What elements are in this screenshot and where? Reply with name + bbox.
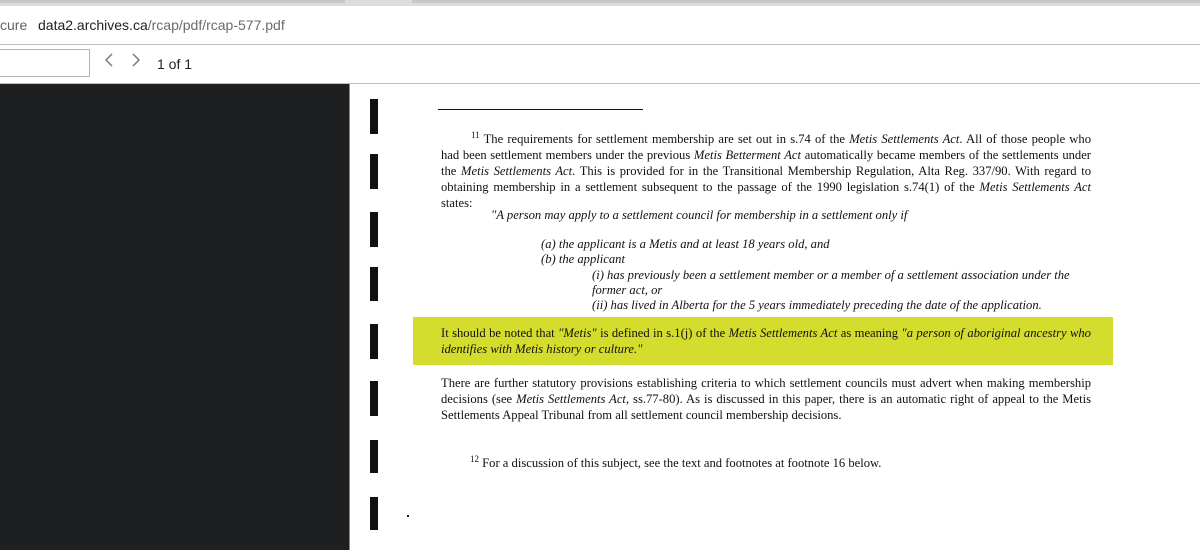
quote-clause-a: (a) the applicant is a Metis and at least 18 years old, and	[541, 237, 830, 251]
quote-clause-b: (b) the applicant	[541, 252, 625, 266]
footnote-12	[470, 454, 881, 471]
security-label[interactable]: cure	[0, 17, 28, 33]
act-title: Metis Settlements Act	[979, 180, 1092, 195]
footnote-text: The requirements for settlement membership are set out in s.74 of the	[479, 132, 850, 147]
scan-margin-mark	[370, 324, 378, 359]
thumbnail-sidebar	[0, 84, 349, 550]
footnote-11	[441, 127, 1091, 211]
footnote-text: For a discussion of this subject, see the text and footnotes at footnote 16 below.	[479, 456, 882, 471]
page-indicator: 1 of 1	[157, 56, 193, 72]
paragraph-text: , ss.77-80). As is discussed in this paper, there is an automatic right of appeal to the Metis Settlements Appeal Tribunal from all settlement council membership decisions.	[441, 392, 1091, 422]
scan-margin-mark	[370, 154, 378, 189]
quote-intro: "A person may apply to a settlement council for membership in a settlement only if	[491, 208, 908, 222]
paragraph-text: It should be noted that	[441, 326, 559, 340]
scan-margin-mark	[370, 440, 378, 473]
pdf-page	[349, 84, 1200, 550]
tab[interactable]	[0, 0, 345, 3]
footnote-marker: 12	[470, 454, 479, 464]
quote-clause-ii: (ii) has lived in Alberta for the 5 years immediately preceding the date of the application.	[592, 298, 1042, 312]
act-title: Metis Settlements Act	[461, 164, 573, 179]
paragraph-text: as meaning	[837, 326, 902, 340]
scan-speck	[407, 515, 409, 517]
scan-margin-mark	[370, 497, 378, 530]
further-paragraph	[441, 375, 1091, 423]
url-host: data2.archives.ca	[38, 17, 148, 33]
paragraph-text: There are further statutory provisions establishing criteria to which settlement councils must advert when making membership decisions (see	[441, 376, 1091, 406]
footnote-text: . All of those people who had been settlement members under the previous	[441, 132, 1091, 163]
scan-margin-mark	[370, 381, 378, 416]
tab[interactable]	[412, 0, 1200, 3]
definition-quote: "a person of aboriginal ancestry who identifies with Metis history or culture."	[441, 326, 1091, 356]
act-title: Metis Settlements Act	[728, 326, 838, 340]
chevron-left-icon[interactable]	[98, 51, 120, 75]
paragraph-text: is defined in s.1(j) of the	[596, 326, 729, 340]
footnote-marker: 11	[471, 130, 480, 140]
act-title: Metis Betterment Act	[693, 148, 802, 163]
chevron-right-icon[interactable]	[125, 51, 147, 75]
highlighted-paragraph[interactable]	[441, 325, 1091, 357]
act-title: Metis Settlements Act	[849, 132, 960, 147]
pdf-viewer	[0, 84, 1200, 550]
address-bar[interactable]	[0, 6, 1200, 45]
footnote-text: states:	[441, 196, 473, 211]
pdf-toolbar	[0, 45, 1200, 85]
footnote-text: automatically became members of the settlements under the	[441, 148, 1091, 179]
footnote-text: . This is provided for in the Transitional Membership Regulation, Alta Reg. 337/90. With regard to obtaining membership in a settlement subsequent to the passage of the 1990 legislation s.74(1) of the	[441, 164, 1091, 195]
url-text[interactable]	[38, 17, 285, 33]
defined-term: "Metis"	[558, 326, 597, 340]
scan-margin-mark	[370, 212, 378, 247]
footnote-rule	[438, 109, 643, 110]
quote-clause-i-cont: former act, or	[592, 283, 663, 297]
scan-margin-mark	[370, 267, 378, 301]
search-input[interactable]	[0, 49, 90, 77]
act-title: Metis Settlements Act	[516, 392, 626, 406]
scan-margin-mark	[370, 99, 378, 134]
quote-clause-i: (i) has previously been a settlement member or a member of a settlement association under the	[592, 268, 1070, 282]
url-path: /rcap/pdf/rcap-577.pdf	[147, 17, 285, 33]
